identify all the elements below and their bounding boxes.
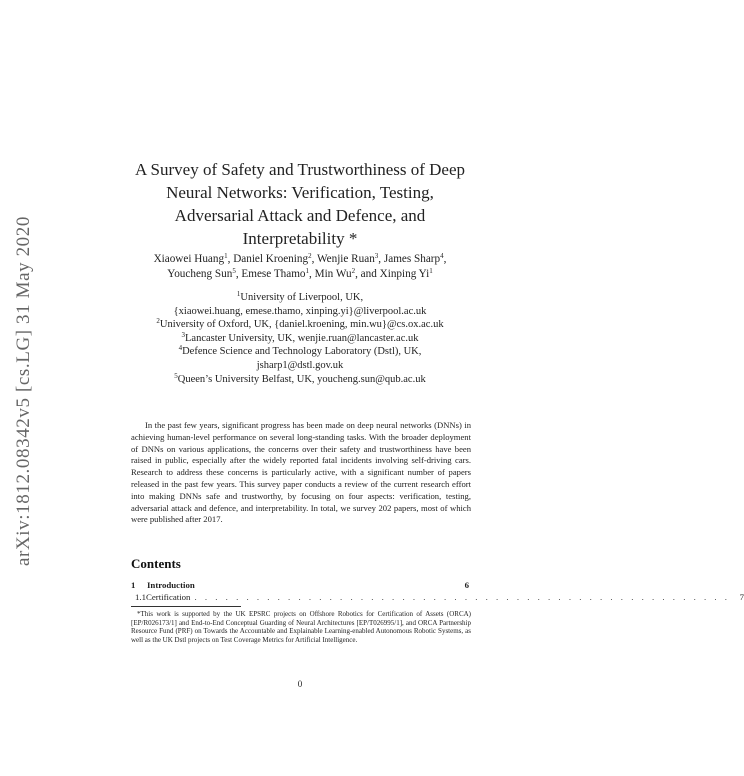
- author-line: [100, 267, 500, 282]
- author-separator: ,: [235, 268, 242, 280]
- author-line: [100, 252, 500, 267]
- toc-entry-title: Certification: [146, 592, 191, 602]
- author-name: Wenjie Ruan: [316, 253, 375, 265]
- author-name: Min Wu: [314, 268, 352, 280]
- title-line: A Survey of Safety and Trustworthiness of Deep: [134, 160, 466, 179]
- author-name: Xiaowei Huang: [153, 253, 225, 265]
- toc-entry-page: 7: [739, 592, 744, 602]
- affiliation-list: [100, 291, 500, 386]
- author-list: [100, 252, 500, 282]
- affiliation-text: Defence Science and Technology Laboratory (Dstl), UK,: [182, 346, 422, 358]
- affiliation-mark: 1: [236, 290, 241, 298]
- affiliation-text: Lancaster University, UK, wenjie.ruan@lancaster.ac.uk: [185, 332, 419, 344]
- toc-entry-number: 1: [131, 580, 136, 590]
- affiliation-line: [100, 345, 500, 359]
- author-affiliation-mark: 5: [232, 267, 236, 275]
- arxiv-side-identifier: [8, 206, 40, 576]
- toc-entry[interactable]: [131, 592, 744, 602]
- affiliation-line: [100, 359, 500, 373]
- author-separator: ,: [311, 253, 317, 265]
- title-footnote: *This work is supported by the UK EPSRC projects on Offshore Robotics for Certification of Assets (ORCA) [EP/R026173/1] and End-to-End Conceptual Guarding of Neural Architectures [EP/T026995/1], and ORCA Partnership Resource Fund (PRF) on Towards the Accountable and Explainable Learning-enabled Autonomous Robotic Systems, as well as the UK Dstl projects on Test Coverage Metrics for Artificial Intelligence.: [131, 610, 471, 645]
- affiliation-text: University of Liverpool, UK,: [240, 292, 364, 303]
- author-name: Xinping Yi: [379, 268, 430, 280]
- author-affiliation-mark: 1: [429, 267, 433, 275]
- affiliation-line: [100, 373, 500, 387]
- author-name: Emese Thamo: [241, 268, 306, 280]
- arxiv-identifier-text: arXiv:1812.08342v5 [cs.LG] 31 May 2020: [13, 216, 35, 566]
- page-number: 0: [297, 679, 303, 689]
- affiliation-email-text: jsharp1@dstl.gov.uk: [256, 359, 344, 371]
- affiliation-text: Queen’s University Belfast, UK, youcheng.sun@qub.ac.uk: [177, 373, 426, 385]
- toc-entry-number: 1.1: [135, 592, 146, 602]
- author-affiliation-mark: 2: [351, 267, 356, 275]
- footnote-rule: [131, 606, 241, 607]
- affiliation-mark: 4: [178, 344, 183, 353]
- title-footnote-mark: *: [344, 229, 358, 248]
- author-name: Youcheng Sun: [167, 268, 233, 280]
- author-affiliation-mark: 1: [305, 267, 310, 275]
- contents-heading: Contents: [131, 556, 181, 571]
- author-separator: ,: [443, 253, 447, 265]
- title-line-text: Interpretability: [242, 229, 345, 248]
- abstract-paragraph: In the past few years, significant progress has been made on deep neural networks (DNNs) in achieving human-level performance on several long-standing tasks. With the broader deployment of DNNs on various applications, the concerns over their safety and trustworthiness have been raised in public, especially after the widely reported fatal incidents involving self-driving cars. Research to address these concerns is particularly active, with a significant number of papers released in the past few years. This survey paper conducts a review of the current research effort into making DNNs safe and trustworthy, by focusing on four aspects: verification, testing, adversarial attack and defence, and interpretability. In total, we survey 202 papers, most of which were published after 2017.: [131, 420, 471, 525]
- toc-leader-dots: . . . . . . . . . . . . . . . . . . . . . . . . . . . . . . . . . . . . . . . . . . . . . . . . . . . .: [194, 592, 730, 602]
- title-line: Adversarial Attack and Defence, and: [174, 206, 426, 225]
- affiliation-text: University of Oxford, UK, {daniel.kroening, min.wu}@cs.ox.ac.uk: [159, 319, 444, 331]
- affiliation-line: [100, 305, 500, 319]
- affiliation-mark: 2: [156, 317, 160, 326]
- title-line: Neural Networks: Verification, Testing,: [166, 183, 434, 202]
- toc-entry-title: Introduction: [147, 580, 195, 590]
- author-separator: ,: [227, 253, 234, 265]
- affiliation-line: [100, 332, 500, 346]
- author-separator: ,: [309, 268, 315, 280]
- author-separator: ,: [378, 253, 384, 265]
- author-affiliation-mark: 1: [224, 252, 228, 260]
- author-separator: , and: [355, 268, 380, 280]
- affiliation-line: [100, 318, 500, 332]
- affiliation-line: [100, 291, 500, 305]
- author-name: James Sharp: [383, 253, 441, 265]
- toc-entry-page: 6: [464, 580, 469, 590]
- paper-title: [120, 158, 480, 250]
- affiliation-mark: 3: [181, 330, 185, 339]
- author-affiliation-mark: 3: [374, 252, 379, 260]
- affiliation-email-text: {xiaowei.huang, emese.thamo, xinping.yi}@liverpool.ac.uk: [173, 305, 427, 317]
- toc-entry[interactable]: [131, 580, 469, 590]
- author-affiliation-mark: 2: [308, 252, 312, 260]
- author-name: Daniel Kroening: [233, 253, 309, 265]
- author-affiliation-mark: 4: [440, 252, 444, 260]
- title-line: [120, 227, 480, 250]
- affiliation-mark: 5: [174, 371, 178, 380]
